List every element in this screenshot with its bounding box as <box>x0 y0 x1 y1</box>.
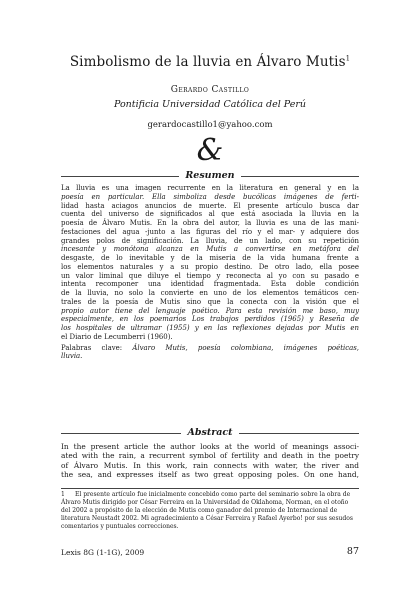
resumen-line: un valor liminal que diluye el tiempo y reconecta al yo con su pasado e <box>61 271 359 280</box>
author-affiliation: Pontificia Universidad Católica del Perú <box>113 99 307 110</box>
resumen-line: grandes polos de significación. La lluvia, de un lado, con su repetición <box>61 236 359 245</box>
abstract-line: In the present article the author looks at the world of meanings associ- <box>61 442 359 451</box>
resumen-line: La lluvia es una imagen recurrente en la literatura en general y en la <box>61 184 359 192</box>
footnote-number: 1 <box>61 491 65 498</box>
resumen-line: trales de la poesía de Mutis sino que la conecta con la visión que el <box>61 297 359 306</box>
resumen-line: lidad hasta aciagos anuncios de muerte. El presente artículo busca dar <box>61 201 359 210</box>
author-name: Gerardo Castillo <box>170 85 250 95</box>
author-email[interactable]: gerardocastillo1@yahoo.com <box>147 120 273 130</box>
abstract-body <box>61 442 359 479</box>
resumen-line: intenta recomponer una identidad fragmentada. Esta doble condición <box>61 280 359 289</box>
footnote-rule <box>61 488 359 489</box>
journal-citation: Lexis 8G (1-1G), 2009 <box>61 548 145 557</box>
resumen-line: de la lluvia, no solo la convierte en uno de los elementos temáticos cen- <box>61 289 359 297</box>
resumen-line: el Diario de Lecumberri (1960). <box>61 332 173 341</box>
page-number: 87 <box>346 546 359 557</box>
footnote-line: comentarios y puntuales correcciones. <box>61 523 179 531</box>
resumen-heading <box>0 170 420 181</box>
resumen-line: poesía de Álvaro Mutis. En la obra del autor, la lluvia es una de las mani- <box>61 219 359 227</box>
resumen-heading-text: Resumen <box>179 170 240 181</box>
title-text: Simbolismo de la lluvia en Álvaro Mutis <box>69 54 346 70</box>
title-footnote-marker: 1 <box>345 54 351 63</box>
abstract-line: the sea, and expresses itself as two great opposing poles. On one hand, <box>61 469 359 479</box>
resumen-line: cuenta del universo de significados al que está asociada la lluvia en la <box>61 210 359 219</box>
resumen-line: incesante y monótona alcanza en Mutis a convertirse en metáfora del <box>61 245 359 254</box>
abstract-heading <box>0 427 420 438</box>
footnote-line: Álvaro Mutis dirigido por César Ferreira en la Universidad de Oklahoma, Norman, en el otoño <box>61 499 349 507</box>
ampersand-ornament: & <box>196 133 224 168</box>
footnote-line: literatura Neustadt 2002. Mi agradecimiento a César Ferreira y Rafael Ayerbo! por sus sesudos <box>61 515 353 523</box>
keywords-values: Álvaro Mutis, poesía colombiana, imágenes poéticas, <box>132 343 359 352</box>
resumen-line: festaciones del agua -junto a las figuras del río y el mar- y adquiere dos <box>61 227 359 236</box>
footnote-line: del 2002 a propósito de la elección de Mutis como ganador del premio de Internacional de <box>61 507 338 515</box>
resumen-line: los hospitales de ultramar (1955) y en las reflexiones dejadas por Mutis en <box>61 324 359 332</box>
abstract-line: of Álvaro Mutis. In this work, rain connects with water, the river and <box>61 460 359 470</box>
keywords-label: Palabras clave: <box>61 343 123 352</box>
footnote-line <box>61 491 359 499</box>
resumen-line: especialmente, en los poemarios Los trabajos perdidos (1965) y Reseña de <box>61 315 359 324</box>
resumen-line: los elementos naturales y a su propio destino. De otro lado, ella posee <box>61 262 359 271</box>
resumen-body <box>61 184 359 361</box>
keywords-line-2: lluvia. <box>61 352 83 361</box>
keywords-line <box>61 344 359 353</box>
resumen-line: desgaste, de lo inevitable y de la miseria de la vida humana frente a <box>61 254 359 262</box>
resumen-line: propio autor tiene del lenguaje poético. Para esta revisión me baso, muy <box>61 306 359 315</box>
abstract-line: ated with the rain, a recurrent symbol of fertility and death in the poetry <box>61 451 359 461</box>
abstract-heading-text: Abstract <box>181 427 238 438</box>
footnote <box>61 491 359 531</box>
article-title <box>0 54 420 70</box>
resumen-line: poesía en particular. Ella simboliza desde bucólicas imágenes de ferti- <box>61 192 359 201</box>
footnote-line-text: El presente artículo fue inicialmente concebido como parte del seminario sobre la obra de <box>75 491 351 498</box>
